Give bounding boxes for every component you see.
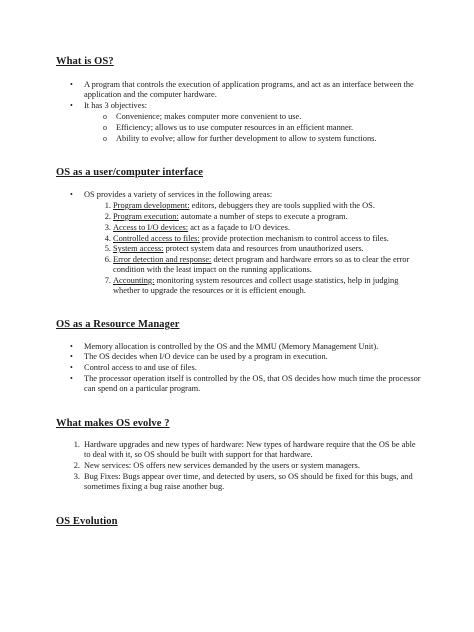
item-desc: detect program and hardware errors so as to clear the error condition with the least impact on the running applications. xyxy=(113,255,410,274)
item-number: 1. xyxy=(73,440,80,449)
bullet-glyph: • xyxy=(70,101,73,110)
sub-item-text: Ability to evolve; allow for further development to allow to system functions. xyxy=(116,134,377,143)
sub-marker: o xyxy=(103,123,107,132)
heading-os-evolution: OS Evolution xyxy=(56,516,118,527)
item-desc: provide protection mechanism to control access to files. xyxy=(199,234,389,243)
sub-marker: o xyxy=(103,134,107,143)
item-desc: editors, debuggers they are tools supplied with the OS. xyxy=(189,201,375,210)
bullet-text: Memory allocation is controlled by the OS and the MMU (Memory Management Unit). xyxy=(84,342,379,351)
heading-what-makes-os-evolve: What makes OS evolve ? xyxy=(56,418,170,429)
sub-item-text: Efficiency; allows us to use computer resources in an efficient manner. xyxy=(116,123,354,132)
bullet-text: The OS decides when I/O device can be used by a program in execution. xyxy=(84,352,328,361)
item-desc: monitoring system resources and collect usage statistics, help in judging whether to upgrade the resources or it is efficient enough. xyxy=(113,276,399,295)
bullet-glyph: • xyxy=(70,190,73,199)
item-term: System access: xyxy=(113,244,164,253)
bullet-text: The processor operation itself is controlled by the OS, that OS decides how much time the processor can spend on a particular program. xyxy=(84,374,421,393)
item-term: Access to I/O devices: xyxy=(113,223,189,232)
item-number: 2. xyxy=(73,461,80,470)
item-term: Accounting: xyxy=(113,276,155,285)
item-desc: automate a number of steps to execute a program. xyxy=(178,212,348,221)
bullet-text: OS provides a variety of services in the following areas: xyxy=(84,190,273,199)
item-number: 2. xyxy=(104,212,111,221)
item-number: 7. xyxy=(104,276,111,285)
bullet-text: It has 3 objectives: xyxy=(84,101,148,110)
heading-resource-manager: OS as a Resource Manager xyxy=(56,319,180,330)
item-term: Controlled access to files: xyxy=(113,234,200,243)
heading-what-is-os: What is OS? xyxy=(56,56,114,67)
bullet-glyph: • xyxy=(70,342,73,351)
item-number: 3. xyxy=(73,472,80,481)
item-term: Program development: xyxy=(113,201,190,210)
item-term: Error detection and response: xyxy=(113,255,212,264)
item-number: 5. xyxy=(104,244,111,253)
heading-user-computer-interface: OS as a user/computer interface xyxy=(56,167,203,178)
item-desc: protect system data and resources from unauthorized users. xyxy=(163,244,364,253)
sub-item-text: Convenience; makes computer more convenient to use. xyxy=(116,112,302,121)
item-term: Program execution: xyxy=(113,212,179,221)
item-desc: act as a façade to I/O devices. xyxy=(188,223,290,232)
bullet-glyph: • xyxy=(70,363,73,372)
item-text: New services: OS offers new services demanded by the users or system managers. xyxy=(84,461,360,470)
bullet-text: Control access to and use of files. xyxy=(84,363,197,372)
bullet-glyph: • xyxy=(70,80,73,89)
item-number: 3. xyxy=(104,223,111,232)
item-number: 6. xyxy=(104,255,111,264)
item-number: 4. xyxy=(104,234,111,243)
item-text: Hardware upgrades and new types of hardware: New types of hardware require that the OS be able to deal with it, so OS should be built with support for that hardware. xyxy=(84,440,416,459)
item-number: 1. xyxy=(104,201,111,210)
sub-marker: o xyxy=(103,112,107,121)
bullet-glyph: • xyxy=(70,352,73,361)
bullet-glyph: • xyxy=(70,374,73,383)
item-text: Bug Fixes: Bugs appear over time, and detected by users, so OS should be fixed for this bugs, and sometimes fixing a bug raise another bug. xyxy=(84,472,413,491)
bullet-text: A program that controls the execution of application programs, and act as an interface between the application and the computer hardware. xyxy=(84,80,414,99)
